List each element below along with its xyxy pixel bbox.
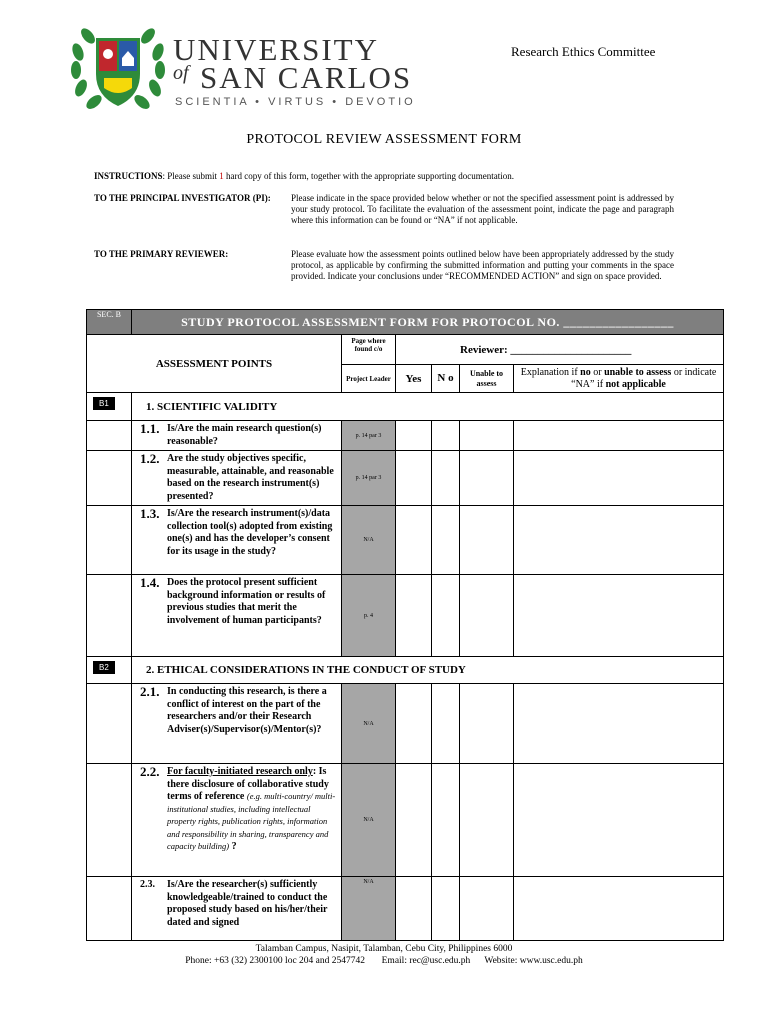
unable-checkbox-cell[interactable] <box>460 684 514 764</box>
question-number: 1.2. <box>140 451 160 466</box>
page-found-value: N/A <box>342 684 396 764</box>
explanation-cell[interactable] <box>514 421 724 451</box>
question-number: 2.1. <box>140 684 160 699</box>
explanation-cell[interactable] <box>514 877 724 941</box>
explanation-or: or <box>590 366 605 378</box>
question-number: 2.2. <box>140 764 160 779</box>
no-checkbox-cell[interactable] <box>432 764 460 877</box>
page-found-value: N/A <box>342 506 396 575</box>
no-checkbox-cell[interactable] <box>432 506 460 575</box>
unable-header: Unable to assess <box>460 365 514 393</box>
pi-text: Please indicate in the space provided below whether or not the specified assessment point is addressed by your study protocol. To facilitate the evaluation of the assessment point, indicate the page and paragraph where this information can be found or “NA” if not applicable. <box>291 193 674 225</box>
table-row <box>87 764 724 877</box>
explanation-cell[interactable] <box>514 575 724 657</box>
question-text: : Is there disclosure of collaborative study terms of reference <box>167 766 329 802</box>
question-text: Is/Are the research instrument(s)/data collection tool(s) adopted from existing one(s) and has the developer’s consent for its usage in the study? <box>167 508 333 557</box>
section-badge: B2 <box>93 661 115 674</box>
page-found-value: p. 14 par 3 <box>342 451 396 506</box>
explanation-cell[interactable] <box>514 684 724 764</box>
question-cell <box>132 877 342 941</box>
explanation-unable: unable to assess <box>604 366 672 378</box>
table-row <box>87 684 724 764</box>
section-badge-cell <box>87 657 132 684</box>
question-text: Are the study objectives specific, measurable, attainable, and reasonable based on the research instrument(s) presented? <box>167 453 334 502</box>
yes-checkbox-cell[interactable] <box>396 506 432 575</box>
yes-checkbox-cell[interactable] <box>396 877 432 941</box>
unable-checkbox-cell[interactable] <box>460 451 514 506</box>
seal-icon <box>68 16 168 116</box>
instructions-text-after: hard copy of this form, together with the appropriate supporting documentation. <box>223 171 514 181</box>
question-cell <box>132 451 342 506</box>
footer <box>0 943 768 967</box>
no-checkbox-cell[interactable] <box>432 684 460 764</box>
no-checkbox-cell[interactable] <box>432 421 460 451</box>
unable-checkbox-cell[interactable] <box>460 764 514 877</box>
yes-checkbox-cell[interactable] <box>396 421 432 451</box>
instructions <box>94 171 684 181</box>
reviewer-text: Please evaluate how the assessment points outlined below have been appropriately addressed by the study protocol, as applicable by confirming the submitted information and putting your comments in the space provided. Indicate your conclusions under “RECOMMENDED ACTION” and sign on space provided. <box>291 249 674 281</box>
explanation-cell[interactable] <box>514 764 724 877</box>
question-text: Does the protocol present sufficient background information or results of previous studies that merit the involvement of human participants? <box>167 577 326 626</box>
instructions-count: 1 <box>219 171 224 181</box>
explanation-cell[interactable] <box>514 506 724 575</box>
table-row <box>87 575 724 657</box>
footer-address: Talamban Campus, Nasipit, Talamban, Cebu City, Philippines 6000 <box>255 944 513 954</box>
table-row <box>87 451 724 506</box>
unable-checkbox-cell[interactable] <box>460 877 514 941</box>
table-row <box>87 421 724 451</box>
question-cell <box>132 575 342 657</box>
section-title: 1. SCIENTIFIC VALIDITY <box>132 393 724 421</box>
reviewer-label: TO THE PRIMARY REVIEWER: <box>94 249 229 259</box>
section-title: 2. ETHICAL CONSIDERATIONS IN THE CONDUCT OF STUDY <box>132 657 724 684</box>
page-found-value: p. 14 par 3 <box>342 421 396 451</box>
section-row-b2 <box>87 657 724 684</box>
form-title: PROTOCOL REVIEW ASSESSMENT FORM <box>246 132 522 147</box>
no-checkbox-cell[interactable] <box>432 575 460 657</box>
question-text: In conducting this research, is there a conflict of interest on the part of the researchers and/or their Research Adviser(s)/Supervisor(s)/Mentor(s)? <box>167 686 327 735</box>
question-cell <box>132 684 342 764</box>
no-checkbox-cell[interactable] <box>432 877 460 941</box>
table-header-row <box>87 310 724 335</box>
explanation-header <box>514 365 724 393</box>
question-number: 1.1. <box>140 421 160 436</box>
footer-contact: Phone: +63 (32) 2300100 loc 204 and 2547742 Email: rec@usc.edu.ph Website: www.usc.edu.ph <box>185 956 583 966</box>
question-number: 2.3. <box>140 879 155 890</box>
yes-checkbox-cell[interactable] <box>396 764 432 877</box>
explanation-text: Explanation if <box>520 366 581 378</box>
yes-header: Yes <box>396 365 432 393</box>
explanation-cell[interactable] <box>514 451 724 506</box>
unable-checkbox-cell[interactable] <box>460 575 514 657</box>
university-name-of: of <box>173 62 189 84</box>
question-cell <box>132 764 342 877</box>
question-cell <box>132 421 342 451</box>
question-text: Is/Are the main research question(s) reasonable? <box>167 423 322 447</box>
question-text-end: ? <box>229 841 237 852</box>
reviewer-header: Reviewer: ______________________ <box>396 335 724 365</box>
question-cell <box>132 506 342 575</box>
section-badge-cell <box>87 393 132 421</box>
yes-checkbox-cell[interactable] <box>396 684 432 764</box>
page-found-value: p. 4 <box>342 575 396 657</box>
assessment-table <box>86 309 724 941</box>
assessment-points-header: ASSESSMENT POINTS <box>87 335 342 393</box>
table-row <box>87 506 724 575</box>
question-text-underlined: For faculty-initiated research only <box>167 766 313 777</box>
no-checkbox-cell[interactable] <box>432 451 460 506</box>
question-text: Is/Are the researcher(s) sufficiently knowledgeable/trained to conduct the proposed study based on his/her/their dated and signed <box>167 879 328 928</box>
sec-label: SEC. B <box>87 310 132 335</box>
section-badge: B1 <box>93 397 115 410</box>
unable-checkbox-cell[interactable] <box>460 506 514 575</box>
yes-checkbox-cell[interactable] <box>396 575 432 657</box>
pi-label: TO THE PRINCIPAL INVESTIGATOR (PI): <box>94 193 271 203</box>
university-motto: SCIENTIA • VIRTUS • DEVOTIO <box>175 96 416 108</box>
unable-checkbox-cell[interactable] <box>460 421 514 451</box>
section-row-b1 <box>87 393 724 421</box>
project-leader-header: Project Leader <box>342 365 396 393</box>
page-found-header: Page where found c/o <box>342 335 396 365</box>
explanation-no: no <box>580 366 591 378</box>
explanation-na: not applicable <box>605 378 666 390</box>
yes-checkbox-cell[interactable] <box>396 451 432 506</box>
page-found-value: N/A <box>342 877 396 941</box>
question-number: 1.4. <box>140 575 160 590</box>
university-name-line1: UNIVERSITY <box>173 32 379 67</box>
header-title: STUDY PROTOCOL ASSESSMENT FORM FOR PROTOCOL NO. _________________ <box>132 310 724 335</box>
committee-name: Research Ethics Committee <box>511 44 656 59</box>
no-header: N o <box>432 365 460 393</box>
explanation-text-b: or indicate “NA” if <box>571 366 717 390</box>
table-row <box>87 877 724 941</box>
instructions-label: INSTRUCTIONS <box>94 171 163 181</box>
question-text-italic: (e.g. multi-country/ multi-institutional studies, including intellectual property rights, publication rights, information and responsibility in sharing, transparency and capacity building) <box>167 791 336 851</box>
instructions-text-before: : Please submit <box>162 171 220 181</box>
question-number: 1.3. <box>140 506 160 521</box>
university-name-line2: SAN CARLOS <box>200 60 413 95</box>
page-found-value: N/A <box>342 764 396 877</box>
